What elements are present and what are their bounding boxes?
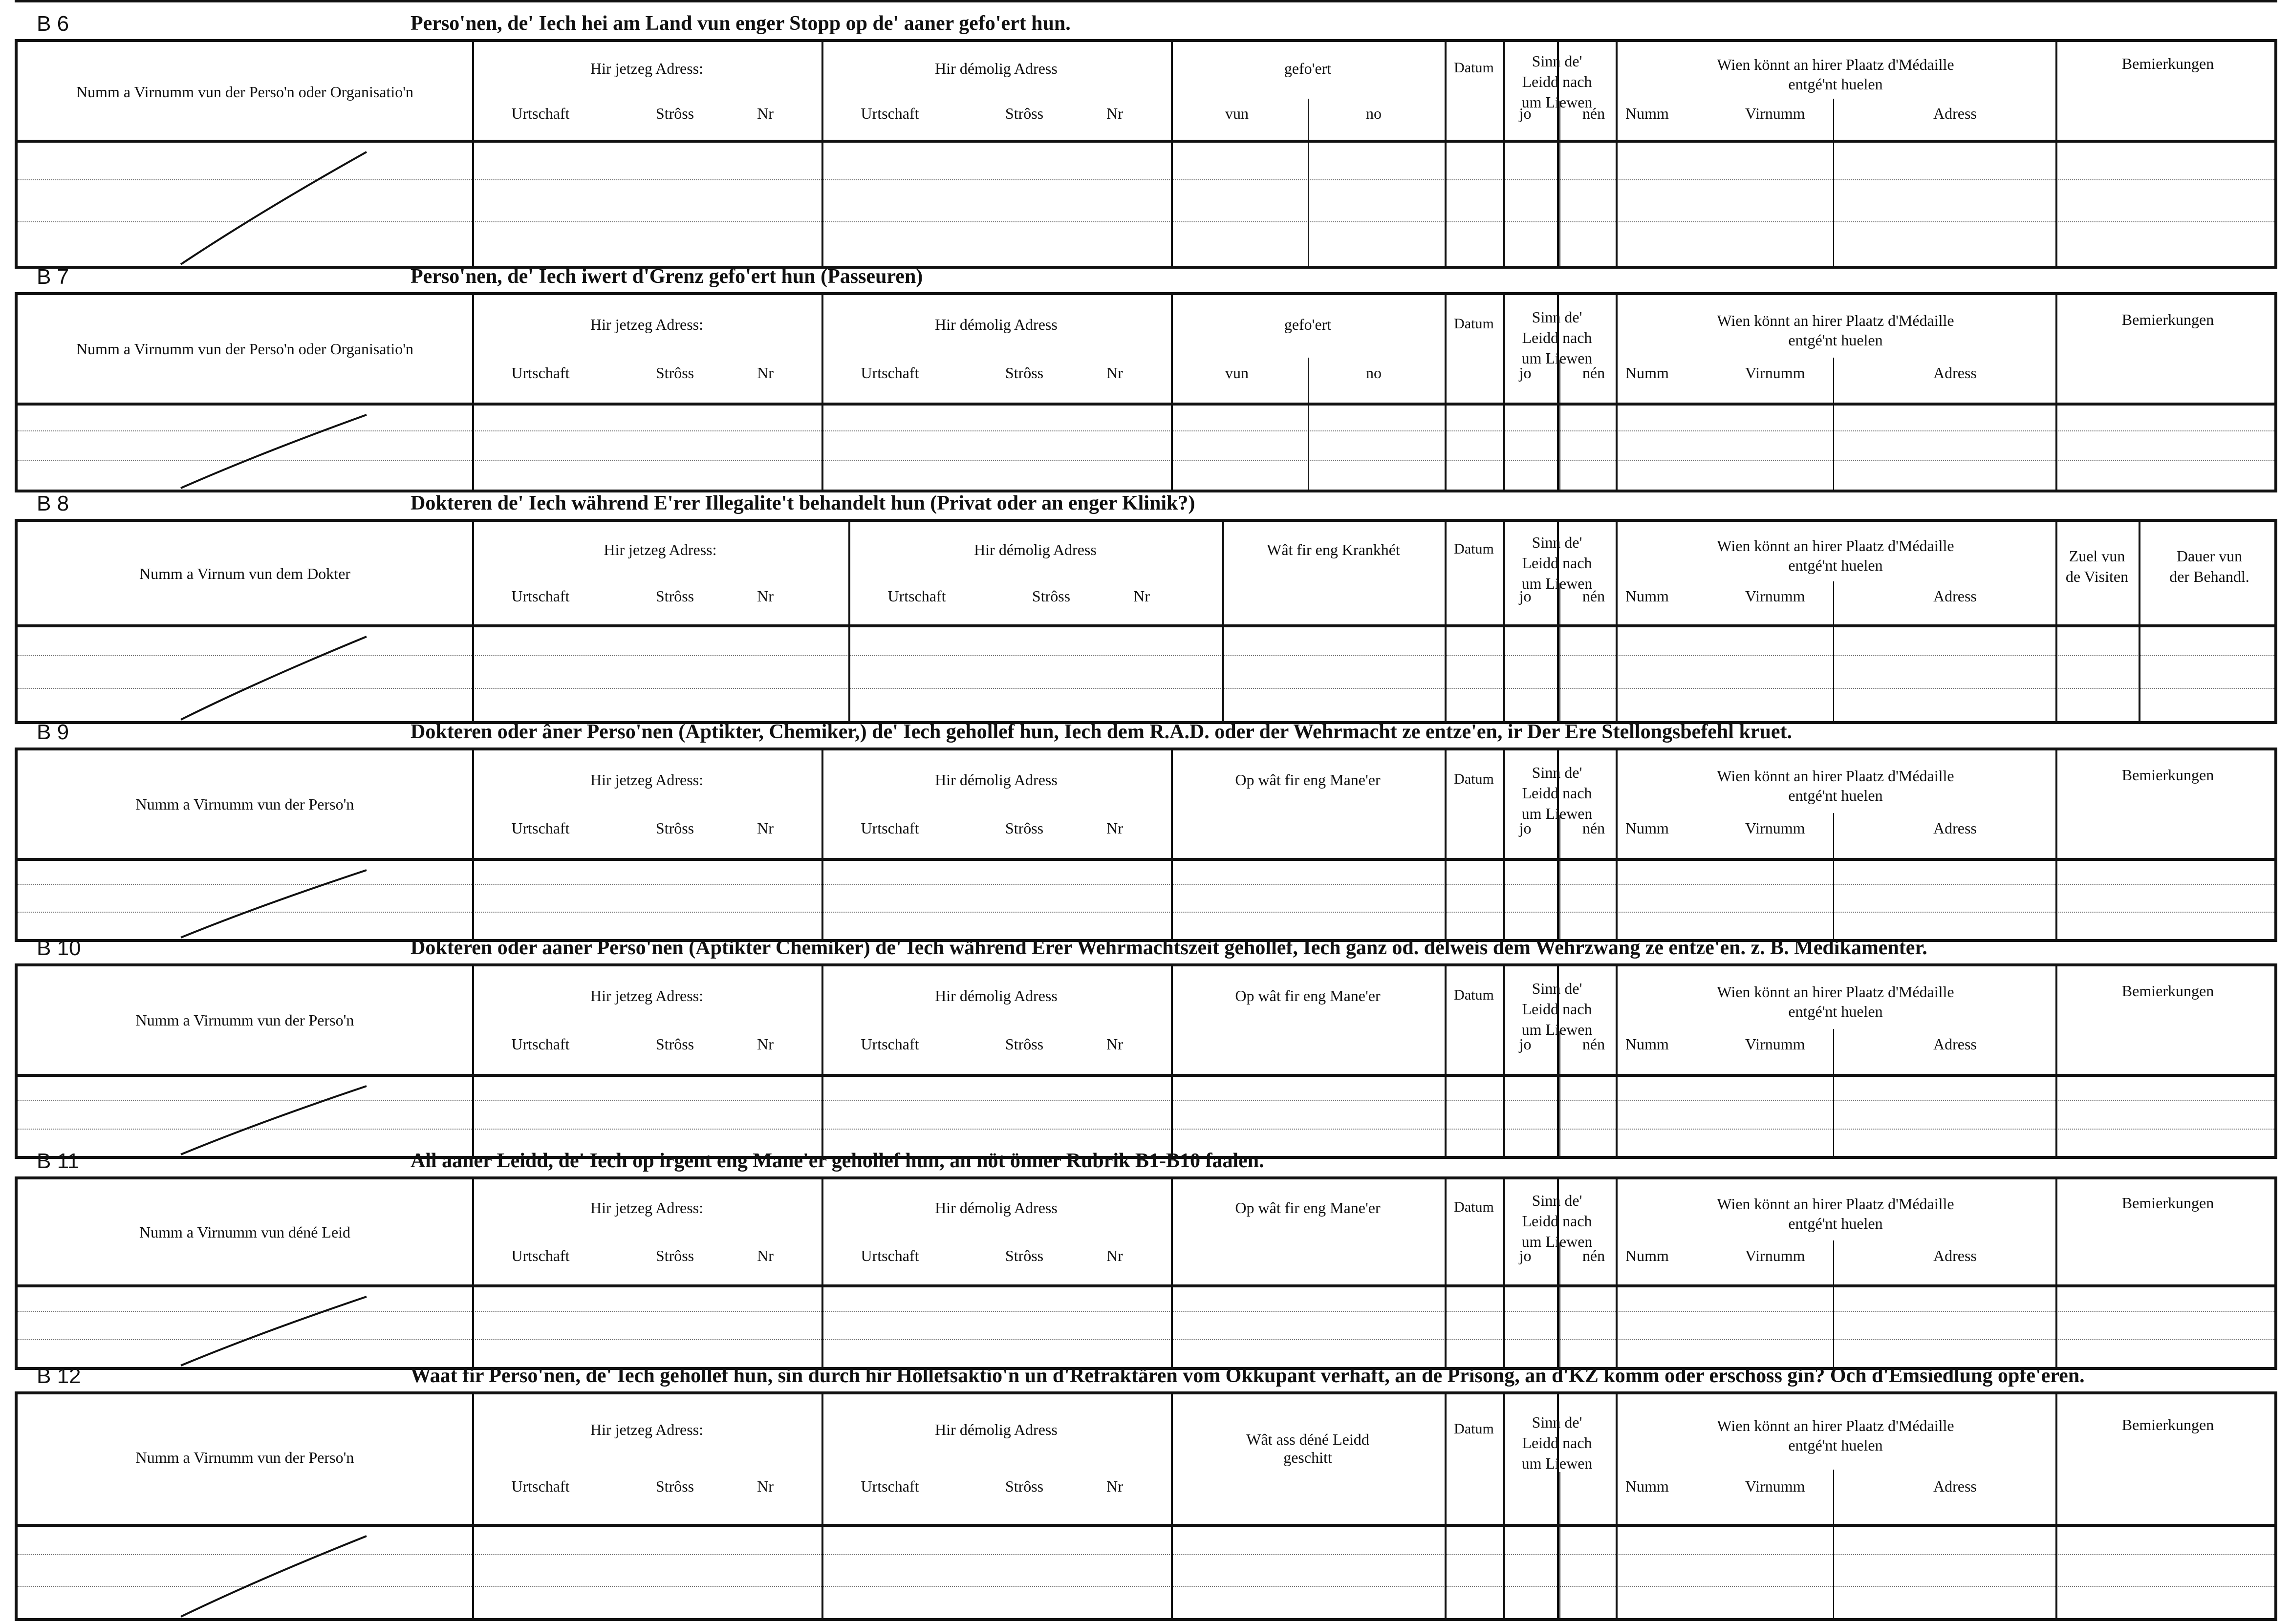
- surname-header: Numm: [1625, 1477, 1669, 1495]
- town-header: Urtschaft: [861, 1035, 919, 1053]
- column-divider: [1171, 1179, 1173, 1367]
- column-divider: [472, 966, 474, 1156]
- column-divider: [1503, 42, 1505, 266]
- what-happened-line2: geschitt: [1283, 1449, 1332, 1467]
- still-alive-line: Leidd nach: [1522, 784, 1592, 802]
- current-address-header: Hir jetzeg Adress:: [590, 1199, 704, 1217]
- illness-header: Wât fir eng Krankhét: [1267, 540, 1400, 558]
- current-address-header: Hir jetzeg Adress:: [590, 60, 704, 77]
- section-code: B 9: [37, 720, 69, 744]
- number-header: Nr: [757, 1246, 774, 1264]
- pen-stroke-line: [181, 637, 367, 720]
- column-divider: [2055, 966, 2057, 1156]
- section-code: B 7: [37, 265, 69, 289]
- date-header: Datum: [1454, 1421, 1494, 1437]
- section-b8: [15, 489, 2277, 724]
- name-column-header: Numm a Virnumm vun der Perso'n oder Organisatio'n: [76, 83, 414, 101]
- town-header: Urtschaft: [511, 587, 570, 605]
- no-header: nén: [1582, 587, 1605, 605]
- yes-header: jo: [1519, 105, 1532, 122]
- medal-line2: entgé'nt huelen: [1788, 1002, 1883, 1020]
- town-header: Urtschaft: [511, 1477, 570, 1495]
- street-header: Strôss: [655, 1246, 694, 1264]
- column-divider: [1616, 750, 1618, 939]
- transported-header: gefo'ert: [1284, 60, 1332, 77]
- from-header: vun: [1225, 105, 1249, 122]
- pen-stroke-line: [181, 1297, 367, 1366]
- column-divider: [1171, 966, 1173, 1156]
- column-divider: [1503, 1394, 1505, 1618]
- pen-stroke-mark: [171, 1284, 415, 1373]
- table-header: [18, 522, 2274, 627]
- column-divider: [1171, 750, 1173, 939]
- street-header: Strôss: [655, 587, 694, 605]
- column-divider: [1503, 750, 1505, 939]
- column-divider: [472, 750, 474, 939]
- still-alive-line: um Liewen: [1521, 1020, 1593, 1038]
- remarks-header: Bemierkungen: [2121, 1194, 2214, 1212]
- medal-recipient-header: [1717, 311, 1954, 350]
- to-header: no: [1366, 363, 1382, 382]
- street-header: Strôss: [1005, 1477, 1044, 1495]
- number-header: Nr: [1106, 1246, 1123, 1264]
- column-subdivider: [1833, 581, 1834, 721]
- column-divider: [1171, 1394, 1173, 1618]
- yes-header: jo: [1519, 819, 1532, 837]
- firstname-header: Virnumm: [1745, 819, 1805, 837]
- still-alive-line: Sinn de': [1532, 1192, 1582, 1210]
- section-code: B 11: [37, 1149, 80, 1173]
- no-header: nén: [1582, 1035, 1605, 1053]
- medal-line1: Wien könnt an hirer Plaatz d'Médaille: [1717, 1195, 1954, 1213]
- column-divider: [2055, 750, 2057, 939]
- number-header: Nr: [757, 1035, 774, 1053]
- pen-stroke-mark: [171, 140, 415, 272]
- what-happened-line1: Wât ass déné Leidd: [1246, 1431, 1369, 1449]
- name-column-header: Numm a Virnumm vun déné Leid: [139, 1223, 351, 1241]
- yes-header: jo: [1519, 1246, 1532, 1264]
- date-header: Datum: [1454, 540, 1494, 557]
- column-divider: [1616, 295, 1618, 490]
- street-header: Strôss: [655, 363, 694, 382]
- table-header: [18, 750, 2274, 861]
- town-header: Urtschaft: [511, 105, 570, 122]
- section-code: B 12: [37, 1364, 81, 1388]
- column-divider: [1445, 966, 1447, 1156]
- date-header: Datum: [1454, 770, 1494, 787]
- no-header: nén: [1582, 1246, 1605, 1264]
- date-header: Datum: [1454, 60, 1494, 76]
- section-title: Dokteren oder âner Perso'nen (Aptikter, Chemiker,) de' Iech gehollef hun, Iech dem R.A.D. oder der Wehrmacht ze entze'en, ir Der Ere Stellongsbefehl kruet.: [411, 721, 1792, 743]
- column-divider: [1557, 966, 1559, 1156]
- column-subdivider: [1559, 815, 1560, 939]
- number-header: Nr: [757, 819, 774, 837]
- section-b12: [15, 1361, 2277, 1621]
- remarks-header: Bemierkungen: [2121, 310, 2214, 328]
- column-subdivider: [1559, 583, 1560, 721]
- column-divider: [2055, 1394, 2057, 1618]
- section-title: Waat fir Perso'nen, de' Iech gehollef hun, sin durch hir Höllefsaktio'n un d'Refraktären vom Okkupant verhaft, an de Prisong, an d'KZ komm oder erschoss gin? Och d'Emsiedlung opfe'eren.: [411, 1365, 2085, 1387]
- medal-line1: Wien könnt an hirer Plaatz d'Médaille: [1717, 1417, 1954, 1435]
- section-title: Dokteren de' Iech während E'rer Illegalite't behandelt hun (Privat oder an enger Klinik?): [411, 492, 1195, 514]
- pen-stroke-line: [181, 1086, 367, 1154]
- column-subdivider: [1308, 99, 1309, 266]
- manner-header: Op wât fir eng Mane'er: [1235, 986, 1381, 1004]
- table-header: [18, 295, 2274, 406]
- section-title: Dokteren oder aaner Perso'nen (Aptikter Chemiker) de' Iech während Erer Wehrmachtszeit gehollef, Iech ganz od. délweis dem Wehrzwang ze entze'en. z. B. Medikamenter.: [411, 937, 1927, 959]
- still-alive-line: Leidd nach: [1522, 1212, 1592, 1230]
- town-header: Urtschaft: [511, 819, 570, 837]
- column-divider: [1616, 522, 1618, 721]
- column-divider: [1557, 295, 1559, 490]
- still-alive-line: Sinn de': [1532, 52, 1582, 70]
- pen-stroke-line: [181, 152, 367, 264]
- section-title: Perso'nen, de' Iech iwert d'Grenz gefo'ert hun (Passeuren): [411, 265, 923, 288]
- town-header: Urtschaft: [511, 1246, 570, 1264]
- no-header: nén: [1582, 819, 1605, 837]
- number-header: Nr: [1106, 105, 1123, 122]
- medal-recipient-header: [1717, 1416, 1954, 1455]
- column-divider: [472, 295, 474, 490]
- former-address-header: Hir démolig Adress: [935, 315, 1058, 333]
- column-divider: [2055, 522, 2057, 721]
- still-alive-line: um Liewen: [1521, 349, 1593, 367]
- section-title: All aaner Leidd, de' Iech op irgent eng Mane'er gehollef hun, an nöt önner Rubrik B1-B10 faalen.: [411, 1150, 1264, 1172]
- firstname-header: Virnumm: [1745, 1477, 1805, 1495]
- still-alive-line: Leidd nach: [1522, 1000, 1592, 1018]
- current-address-header: Hir jetzeg Adress:: [590, 770, 704, 789]
- medal-line1: Wien könnt an hirer Plaatz d'Médaille: [1717, 311, 1954, 329]
- column-divider: [821, 42, 823, 266]
- remarks-header: Bemierkungen: [2121, 1416, 2214, 1434]
- column-divider: [2055, 295, 2057, 490]
- town-header: Urtschaft: [861, 363, 919, 382]
- manner-header: Op wât fir eng Mane'er: [1235, 1199, 1381, 1217]
- current-address-header: Hir jetzeg Adress:: [590, 1421, 704, 1439]
- pen-stroke-mark: [171, 1524, 415, 1624]
- medal-recipient-header: [1717, 536, 1954, 575]
- pen-stroke-line: [181, 1536, 367, 1617]
- column-divider: [821, 966, 823, 1156]
- column-divider: [1503, 295, 1505, 490]
- yes-header: jo: [1519, 1035, 1532, 1053]
- column-divider: [821, 1394, 823, 1618]
- what-happened-header: [1246, 1431, 1369, 1467]
- yes-header: jo: [1519, 363, 1532, 382]
- manner-header: Op wât fir eng Mane'er: [1235, 770, 1381, 789]
- number-header: Nr: [1106, 363, 1123, 382]
- column-divider: [821, 295, 823, 490]
- street-header: Strôss: [655, 1477, 694, 1495]
- name-column-header: Numm a Virnumm vun der Perso'n: [135, 1449, 354, 1467]
- former-address-header: Hir démolig Adress: [935, 1421, 1058, 1439]
- no-header: nén: [1582, 105, 1605, 122]
- column-divider: [1616, 1179, 1618, 1367]
- column-divider: [1222, 522, 1224, 721]
- town-header: Urtschaft: [887, 587, 946, 605]
- top-border: [15, 0, 2277, 2]
- still-alive-line: um Liewen: [1521, 574, 1593, 592]
- column-divider: [1557, 1394, 1559, 1618]
- town-header: Urtschaft: [861, 105, 919, 122]
- number-header: Nr: [757, 105, 774, 122]
- column-divider: [1503, 1179, 1505, 1367]
- section-b7: [15, 262, 2277, 492]
- town-header: Urtschaft: [511, 1035, 570, 1053]
- street-header: Strôss: [655, 819, 694, 837]
- column-divider: [1171, 295, 1173, 490]
- column-divider: [821, 750, 823, 939]
- address-header: Adress: [1933, 587, 1977, 605]
- treatment-line2: der Behandl.: [2169, 567, 2249, 585]
- pen-stroke-mark: [171, 624, 415, 727]
- column-divider: [821, 1179, 823, 1367]
- table-header: [18, 966, 2274, 1077]
- medal-line2: entgé'nt huelen: [1788, 1215, 1883, 1233]
- firstname-header: Virnumm: [1745, 105, 1805, 122]
- town-header: Urtschaft: [861, 1246, 919, 1264]
- treatment-duration-header: [2169, 546, 2249, 587]
- medal-line2: entgé'nt huelen: [1788, 75, 1883, 93]
- medal-recipient-header: [1717, 55, 1954, 94]
- medal-recipient-header: [1717, 982, 1954, 1021]
- no-header: nén: [1582, 363, 1605, 382]
- medal-line1: Wien könnt an hirer Plaatz d'Médaille: [1717, 56, 1954, 73]
- firstname-header: Virnumm: [1745, 587, 1805, 605]
- medal-line2: entgé'nt huelen: [1788, 1436, 1883, 1454]
- town-header: Urtschaft: [511, 363, 570, 382]
- number-header: Nr: [757, 1477, 774, 1495]
- still-alive-line: Leidd nach: [1522, 554, 1592, 572]
- medal-recipient-header: [1717, 766, 1954, 805]
- table-header: [18, 1179, 2274, 1287]
- still-alive-line: Sinn de': [1532, 308, 1582, 326]
- column-divider: [2055, 1179, 2057, 1367]
- street-header: Strôss: [1005, 1246, 1044, 1264]
- street-header: Strôss: [1005, 1035, 1044, 1053]
- column-divider: [2139, 522, 2140, 721]
- column-divider: [1616, 1394, 1618, 1618]
- column-subdivider: [1833, 813, 1834, 939]
- current-address-header: Hir jetzeg Adress:: [590, 315, 704, 333]
- table-header: [18, 1394, 2274, 1527]
- column-divider: [1557, 750, 1559, 939]
- column-subdivider: [1833, 1240, 1834, 1367]
- yes-header: jo: [1519, 587, 1532, 605]
- street-header: Strôss: [655, 1035, 694, 1053]
- treatment-line1: Dauer vun: [2176, 547, 2243, 565]
- number-header: Nr: [757, 587, 774, 605]
- to-header: no: [1366, 105, 1382, 122]
- name-column-header: Numm a Virnumm vun der Perso'n: [135, 795, 354, 813]
- medal-line1: Wien könnt an hirer Plaatz d'Médaille: [1717, 767, 1954, 785]
- medal-line2: entgé'nt huelen: [1788, 331, 1883, 349]
- surname-header: Numm: [1625, 1035, 1669, 1053]
- address-header: Adress: [1933, 363, 1977, 382]
- column-divider: [472, 522, 474, 721]
- date-header: Datum: [1454, 1199, 1494, 1216]
- remarks-header: Bemierkungen: [2121, 55, 2214, 72]
- medal-recipient-header: [1717, 1194, 1954, 1233]
- section-b9: [15, 717, 2277, 942]
- address-header: Adress: [1933, 1477, 1977, 1495]
- column-subdivider: [1833, 99, 1834, 266]
- column-subdivider: [1559, 1472, 1560, 1618]
- surname-header: Numm: [1625, 819, 1669, 837]
- firstname-header: Virnumm: [1745, 1035, 1805, 1053]
- medal-line2: entgé'nt huelen: [1788, 556, 1883, 574]
- column-divider: [472, 1394, 474, 1618]
- still-alive-line: Sinn de': [1532, 533, 1582, 551]
- column-divider: [472, 42, 474, 266]
- table-header: [18, 42, 2274, 143]
- street-header: Strôss: [655, 105, 694, 122]
- column-divider: [1445, 42, 1447, 266]
- transported-header: gefo'ert: [1284, 315, 1332, 333]
- column-divider: [1445, 1394, 1447, 1618]
- column-divider: [1616, 42, 1618, 266]
- town-header: Urtschaft: [861, 1477, 919, 1495]
- number-header: Nr: [1133, 587, 1150, 605]
- street-header: Strôss: [1005, 105, 1044, 122]
- former-address-header: Hir démolig Adress: [935, 60, 1058, 77]
- column-divider: [472, 1179, 474, 1367]
- visits-line2: de Visiten: [2065, 567, 2129, 585]
- surname-header: Numm: [1625, 363, 1669, 382]
- still-alive-line: Sinn de': [1532, 979, 1582, 997]
- column-divider: [2055, 42, 2057, 266]
- still-alive-line: Leidd nach: [1522, 328, 1592, 346]
- still-alive-line: um Liewen: [1521, 93, 1593, 111]
- still-alive-line: Sinn de': [1532, 1413, 1582, 1432]
- firstname-header: Virnumm: [1745, 1246, 1805, 1264]
- name-column-header: Numm a Virnum vun dem Dokter: [139, 565, 351, 583]
- visits-header: [2066, 546, 2128, 587]
- former-address-header: Hir démolig Adress: [974, 540, 1097, 558]
- column-divider: [1503, 522, 1505, 721]
- street-header: Strôss: [1005, 363, 1044, 382]
- section-code: B 8: [37, 491, 69, 515]
- date-header: Datum: [1454, 315, 1494, 332]
- former-address-header: Hir démolig Adress: [935, 1199, 1058, 1217]
- pen-stroke-line: [181, 415, 367, 488]
- still-alive-line: um Liewen: [1521, 1233, 1593, 1251]
- number-header: Nr: [1106, 819, 1123, 837]
- pen-stroke-line: [181, 870, 367, 938]
- number-header: Nr: [1106, 1477, 1123, 1495]
- surname-header: Numm: [1625, 1246, 1669, 1264]
- column-divider: [1171, 42, 1173, 266]
- name-column-header: Numm a Virnumm vun der Perso'n oder Organisatio'n: [76, 340, 414, 358]
- address-header: Adress: [1933, 1246, 1977, 1264]
- address-header: Adress: [1933, 819, 1977, 837]
- firstname-header: Virnumm: [1745, 363, 1805, 382]
- former-address-header: Hir démolig Adress: [935, 986, 1058, 1004]
- address-header: Adress: [1933, 1035, 1977, 1053]
- remarks-header: Bemierkungen: [2121, 982, 2214, 1000]
- current-address-header: Hir jetzeg Adress:: [604, 540, 717, 558]
- street-header: Strôss: [1032, 587, 1071, 605]
- column-subdivider: [1833, 1029, 1834, 1156]
- name-column-header: Numm a Virnumm vun der Perso'n: [135, 1011, 354, 1029]
- column-divider: [1557, 42, 1559, 266]
- column-subdivider: [1559, 101, 1560, 266]
- address-header: Adress: [1933, 105, 1977, 122]
- column-divider: [1557, 522, 1559, 721]
- street-header: Strôss: [1005, 819, 1044, 837]
- column-subdivider: [1559, 1242, 1560, 1367]
- column-subdivider: [1833, 358, 1834, 490]
- still-alive-line: Leidd nach: [1522, 1434, 1592, 1452]
- still-alive-line: Leidd nach: [1522, 73, 1592, 90]
- medal-line1: Wien könnt an hirer Plaatz d'Médaille: [1717, 983, 1954, 1001]
- section-code: B 10: [37, 936, 81, 960]
- surname-header: Numm: [1625, 105, 1669, 122]
- medal-line1: Wien könnt an hirer Plaatz d'Médaille: [1717, 536, 1954, 555]
- column-subdivider: [1559, 360, 1560, 490]
- number-header: Nr: [1106, 1035, 1123, 1053]
- pen-stroke-mark: [171, 858, 415, 945]
- section-code: B 6: [37, 12, 69, 36]
- column-divider: [1503, 966, 1505, 1156]
- column-divider: [848, 522, 850, 721]
- column-divider: [1445, 750, 1447, 939]
- column-divider: [1445, 295, 1447, 490]
- number-header: Nr: [757, 363, 774, 382]
- visits-line1: Zuel vun: [2069, 547, 2125, 565]
- section-b10: [15, 933, 2277, 1159]
- pen-stroke-mark: [171, 403, 415, 495]
- column-divider: [1445, 1179, 1447, 1367]
- current-address-header: Hir jetzeg Adress:: [590, 986, 704, 1004]
- still-alive-line: Sinn de': [1532, 763, 1582, 781]
- column-subdivider: [1559, 1031, 1560, 1156]
- section-b11: [15, 1146, 2277, 1370]
- column-divider: [1557, 1179, 1559, 1367]
- from-header: vun: [1225, 363, 1249, 382]
- town-header: Urtschaft: [861, 819, 919, 837]
- date-header: Datum: [1454, 986, 1494, 1003]
- section-b6: [15, 9, 2277, 269]
- section-title: Perso'nen, de' Iech hei am Land vun enger Stopp op de' aaner gefo'ert hun.: [411, 12, 1071, 35]
- column-divider: [1616, 966, 1618, 1156]
- former-address-header: Hir démolig Adress: [935, 770, 1058, 789]
- column-subdivider: [1308, 358, 1309, 490]
- medal-line2: entgé'nt huelen: [1788, 786, 1883, 804]
- surname-header: Numm: [1625, 587, 1669, 605]
- column-subdivider: [1833, 1470, 1834, 1618]
- column-divider: [1445, 522, 1447, 721]
- remarks-header: Bemierkungen: [2121, 766, 2214, 784]
- still-alive-line: um Liewen: [1521, 1454, 1593, 1473]
- still-alive-line: um Liewen: [1521, 804, 1593, 822]
